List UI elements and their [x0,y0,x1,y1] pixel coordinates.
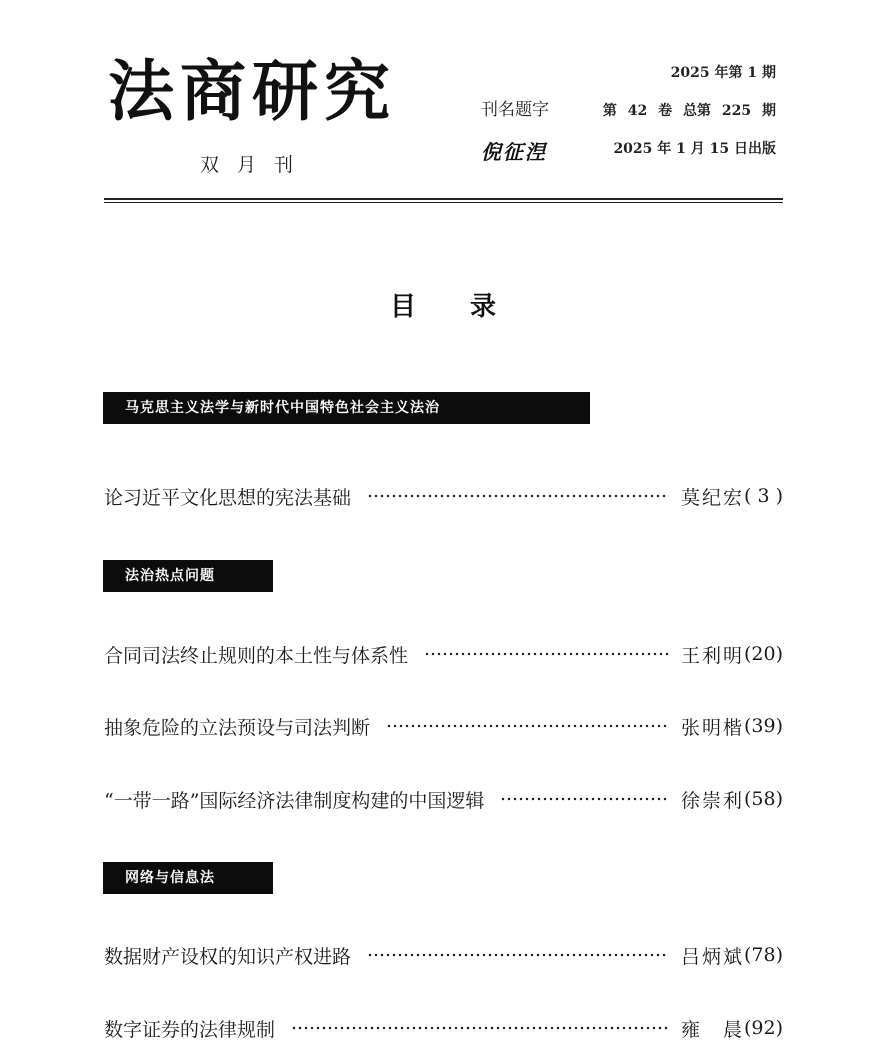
entry-author: 张明楷 [680,716,744,739]
entry-page: (58) [743,788,783,810]
entry-author: 莫纪宏 [680,486,744,509]
toc-entry[interactable] [104,712,783,740]
calligrapher-signature: 倪征𣵀 [481,140,547,164]
calligraphy-label: 刊名题字 [481,100,549,120]
toc-entry[interactable] [104,1014,783,1042]
entry-author: 王利明 [680,644,744,667]
section-heading-hot-issues: 法治热点问题 [103,560,273,592]
entry-title: 数据财产设权的知识产权进路 [104,945,352,968]
header-rule-thin [104,202,783,203]
toc-entry[interactable] [104,640,783,668]
toc-entry[interactable] [104,941,783,969]
leader-dots [367,953,669,957]
section-heading-network-law: 网络与信息法 [103,862,273,894]
leader-dots [367,494,669,498]
entry-page: (39) [743,715,783,737]
toc-title: 目录 [389,292,550,322]
entry-author: 徐崇利 [680,789,744,812]
entry-author: 雍 晨 [680,1018,744,1041]
entry-title: 论习近平文化思想的宪法基础 [104,486,352,509]
publication-frequency: 双月刊 [200,154,312,176]
leader-dots [386,724,669,728]
issue-year: 2025 年第 1 期 [670,65,776,81]
toc-entry[interactable] [104,482,783,510]
header-rule-thick [104,198,783,200]
entry-page: (78) [743,944,783,966]
leader-dots [500,797,669,801]
entry-page: (20) [743,643,783,665]
entry-title: “一带一路”国际经济法律制度构建的中国逻辑 [104,789,485,812]
entry-title: 合同司法终止规则的本土性与体系性 [104,644,409,667]
journal-title: 法商研究 [108,52,396,130]
leader-dots [291,1026,669,1030]
entry-title: 抽象危险的立法预设与司法判断 [104,716,371,739]
toc-entry[interactable] [104,785,783,813]
entry-page: (92) [743,1017,783,1039]
leader-dots [424,652,669,656]
issue-volume: 第 42 卷 总第 225 期 [602,103,776,119]
section-heading-marxism: 马克思主义法学与新时代中国特色社会主义法治 [103,392,590,424]
entry-title: 数字证券的法律规制 [104,1018,276,1041]
issue-date: 2025 年 1 月 15 日出版 [613,141,776,157]
entry-page: ( 3 ) [744,485,783,507]
entry-author: 吕炳斌 [680,945,744,968]
